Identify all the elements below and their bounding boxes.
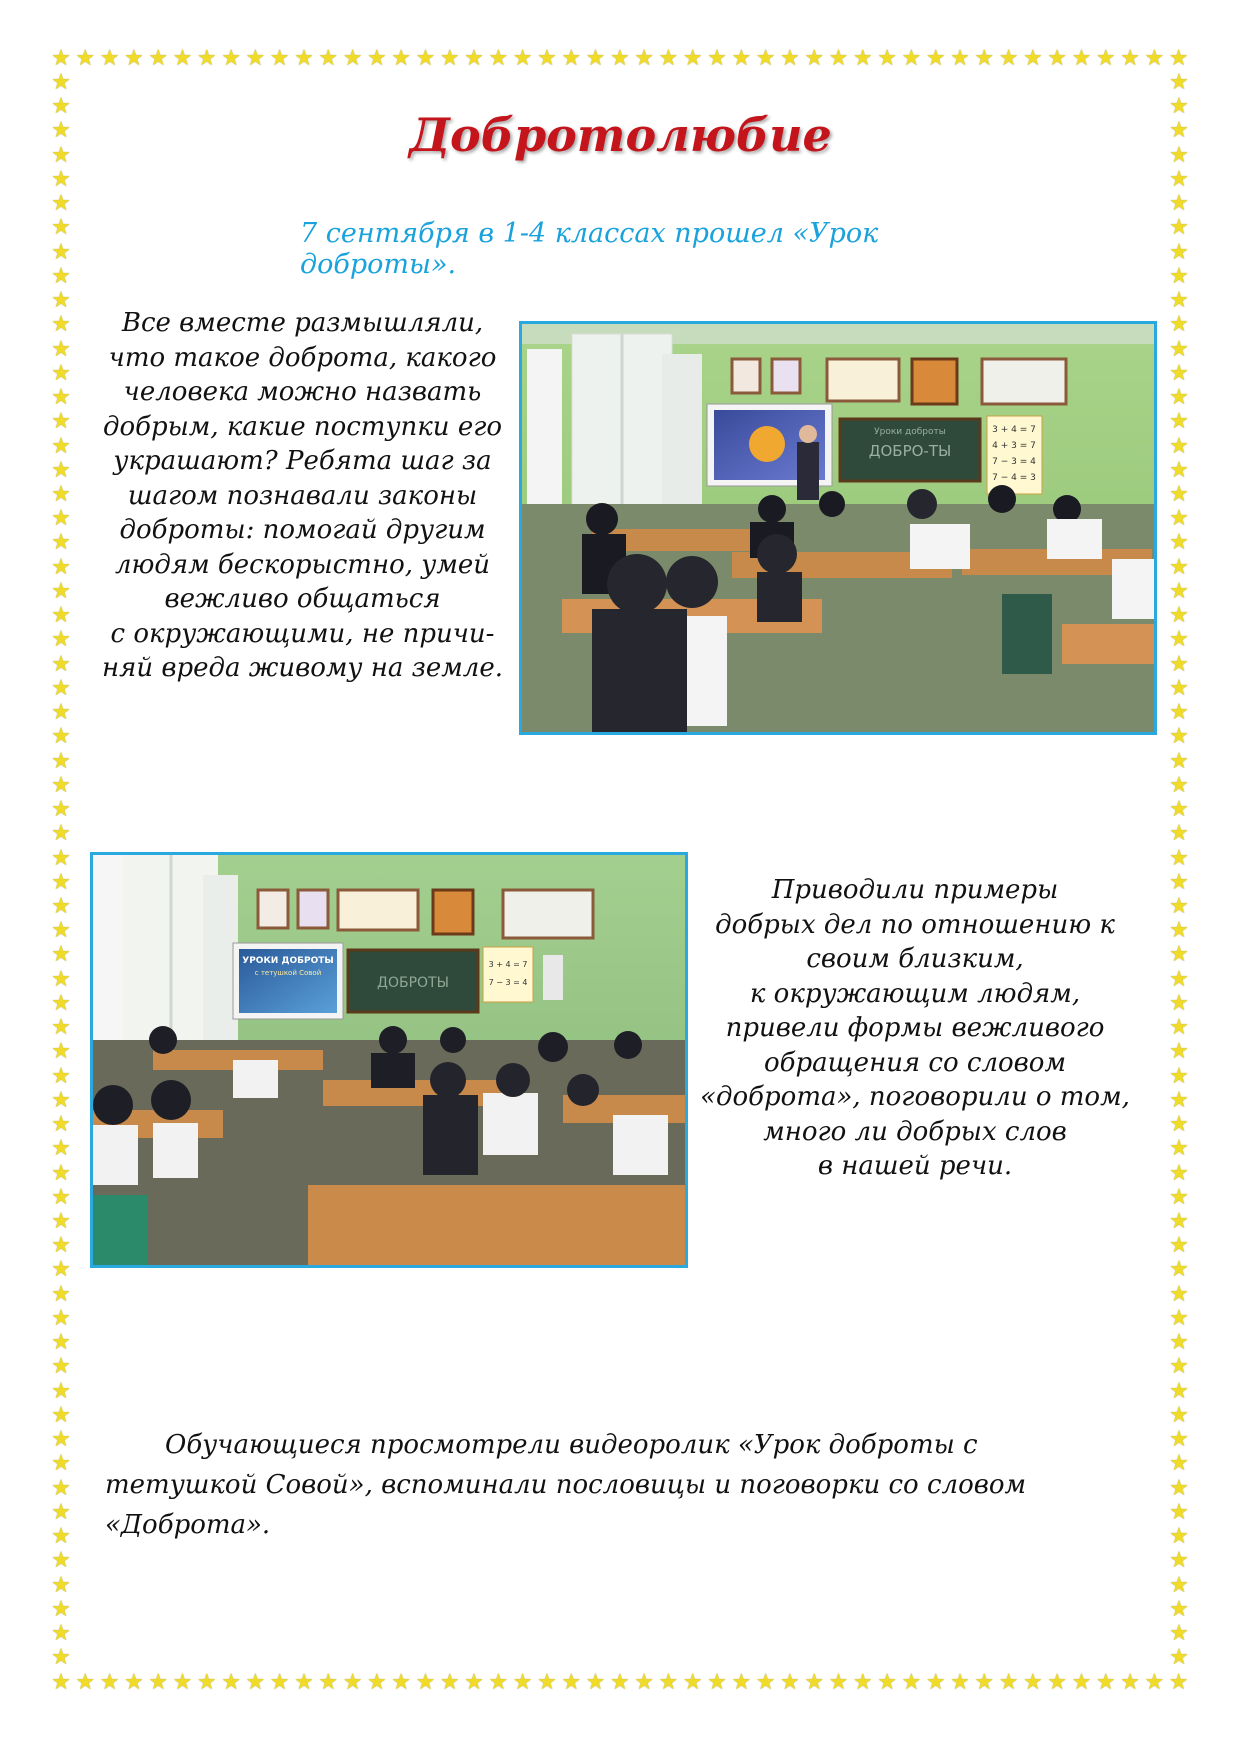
star-icon: ★ xyxy=(1169,918,1189,944)
star-icon: ★ xyxy=(1169,1645,1189,1671)
star-icon: ★ xyxy=(124,1670,144,1695)
math-line: 7 − 3 = 4 xyxy=(992,457,1036,467)
star-icon: ★ xyxy=(51,288,71,314)
board-text: ДОБРОТЫ xyxy=(377,975,449,991)
math-line: 3 + 4 = 7 xyxy=(992,425,1036,435)
star-icon: ★ xyxy=(51,1427,71,1453)
star-icon: ★ xyxy=(1169,1596,1189,1622)
star-icon: ★ xyxy=(51,1524,71,1550)
star-icon: ★ xyxy=(974,1670,995,1695)
star-icon: ★ xyxy=(1169,385,1189,411)
star-icon: ★ xyxy=(561,46,582,71)
star-icon: ★ xyxy=(148,1670,169,1695)
star-icon: ★ xyxy=(828,46,849,71)
star-icon: ★ xyxy=(585,1670,606,1695)
star-icon: ★ xyxy=(609,46,630,71)
star-icon: ★ xyxy=(1169,336,1189,362)
star-icon: ★ xyxy=(1169,1378,1189,1404)
star-icon: ★ xyxy=(51,1305,71,1331)
star-icon: ★ xyxy=(537,46,557,71)
text-line: вежливо общаться xyxy=(164,584,441,614)
star-icon: ★ xyxy=(1047,1670,1068,1695)
star-icon: ★ xyxy=(51,1184,71,1210)
star-icon: ★ xyxy=(634,1670,654,1695)
star-icon: ★ xyxy=(1169,70,1189,95)
star-icon: ★ xyxy=(1169,1209,1189,1235)
star-icon: ★ xyxy=(1169,530,1189,556)
star-icon: ★ xyxy=(512,1670,533,1695)
star-icon: ★ xyxy=(51,1063,71,1089)
star-icon: ★ xyxy=(1071,46,1092,71)
screen-subtitle: с тетушкой Совой xyxy=(254,969,322,977)
star-icon: ★ xyxy=(51,942,71,968)
star-icon: ★ xyxy=(51,1572,71,1598)
star-icon: ★ xyxy=(75,46,96,71)
paragraph-examples xyxy=(700,873,1130,1184)
star-icon: ★ xyxy=(1169,481,1189,507)
star-icon: ★ xyxy=(51,1015,71,1041)
star-icon: ★ xyxy=(1168,1670,1189,1695)
star-icon: ★ xyxy=(366,1670,387,1695)
star-icon: ★ xyxy=(51,46,71,71)
text-line: доброты: помогай другим xyxy=(119,515,486,545)
math-line: 7 − 4 = 3 xyxy=(992,473,1036,483)
star-icon: ★ xyxy=(682,1670,703,1695)
star-icon: ★ xyxy=(51,142,71,168)
star-icon: ★ xyxy=(51,1621,71,1646)
star-icon: ★ xyxy=(439,1670,460,1695)
text-line: няй вреда живому на земле. xyxy=(102,653,503,683)
star-icon: ★ xyxy=(1169,1402,1189,1428)
star-icon: ★ xyxy=(1169,1281,1189,1307)
star-icon: ★ xyxy=(51,312,71,338)
star-icon: ★ xyxy=(99,46,120,71)
star-icon: ★ xyxy=(1095,46,1116,71)
star-icon: ★ xyxy=(51,772,71,798)
star-icon: ★ xyxy=(1169,772,1189,798)
text-line: в нашей речи. xyxy=(817,1151,1013,1181)
star-icon: ★ xyxy=(51,1112,71,1138)
star-icon: ★ xyxy=(1095,1670,1116,1695)
star-icon: ★ xyxy=(1169,1499,1189,1525)
star-icon: ★ xyxy=(51,481,71,507)
star-icon: ★ xyxy=(464,1670,484,1695)
text-line: своим близким, xyxy=(806,944,1024,974)
star-icon: ★ xyxy=(221,1670,241,1695)
screen-title: УРОКИ ДОБРОТЫ xyxy=(242,956,334,966)
star-icon: ★ xyxy=(391,46,412,71)
star-icon: ★ xyxy=(1169,675,1189,701)
board-text: ДОБРО-ТЫ xyxy=(868,442,952,460)
star-icon: ★ xyxy=(51,433,71,459)
star-icon: ★ xyxy=(75,1670,96,1695)
paragraph-reflection xyxy=(100,306,505,686)
star-icon: ★ xyxy=(1169,263,1189,289)
star-icon: ★ xyxy=(51,118,71,144)
star-icon: ★ xyxy=(1169,1427,1189,1453)
page-title: Добротолюбие xyxy=(409,108,832,162)
star-icon: ★ xyxy=(464,46,484,71)
star-icon: ★ xyxy=(998,1670,1019,1695)
paragraph-video xyxy=(105,1425,1135,1545)
star-icon: ★ xyxy=(488,46,509,71)
star-icon: ★ xyxy=(318,1670,339,1695)
star-icon: ★ xyxy=(1169,821,1189,847)
star-icon: ★ xyxy=(51,263,71,289)
star-icon: ★ xyxy=(439,46,460,71)
text-line: людям бескорыстно, умей xyxy=(114,549,491,580)
star-icon: ★ xyxy=(172,1670,193,1695)
star-icon: ★ xyxy=(51,385,71,411)
star-icon: ★ xyxy=(1169,1524,1189,1550)
star-icon: ★ xyxy=(1071,1670,1092,1695)
star-icon: ★ xyxy=(51,1499,71,1525)
star-icon: ★ xyxy=(1169,700,1189,726)
star-icon: ★ xyxy=(877,46,897,71)
star-icon: ★ xyxy=(1169,1112,1189,1138)
star-icon: ★ xyxy=(1169,1330,1189,1356)
star-icon: ★ xyxy=(51,1257,71,1283)
text-line: шагом познавали законы xyxy=(127,480,478,511)
star-icon: ★ xyxy=(51,603,71,629)
star-icon: ★ xyxy=(1169,1015,1189,1041)
text-line: к окружающим людям, xyxy=(749,978,1081,1009)
star-icon: ★ xyxy=(318,46,339,71)
star-icon: ★ xyxy=(51,869,71,895)
star-icon: ★ xyxy=(415,46,436,71)
text-line: украшают? Ребята шаг за xyxy=(113,446,492,476)
classroom-photo-2-drawing xyxy=(93,855,685,1265)
classroom-photo-1 xyxy=(519,321,1157,735)
star-icon: ★ xyxy=(51,554,71,580)
star-icon: ★ xyxy=(1023,46,1043,71)
star-icon: ★ xyxy=(294,1670,314,1695)
star-icon: ★ xyxy=(366,46,387,71)
star-icon: ★ xyxy=(1169,457,1189,483)
star-icon: ★ xyxy=(1169,1063,1189,1089)
star-icon: ★ xyxy=(51,1209,71,1235)
star-icon: ★ xyxy=(561,1670,582,1695)
text-line: с окружающими, не причи- xyxy=(110,618,495,649)
star-icon: ★ xyxy=(609,1670,630,1695)
math-line: 7 − 3 = 4 xyxy=(488,978,528,987)
star-icon: ★ xyxy=(707,46,727,71)
text-line: человека можно назвать xyxy=(123,377,482,407)
star-icon: ★ xyxy=(950,46,970,71)
star-icon: ★ xyxy=(1169,651,1189,677)
star-icon: ★ xyxy=(1169,627,1189,653)
star-icon: ★ xyxy=(51,1233,71,1259)
star-icon: ★ xyxy=(51,1645,71,1671)
board-title: Уроки доброты xyxy=(874,427,946,437)
text-line: добрых дел по отношению к xyxy=(715,909,1115,940)
star-icon: ★ xyxy=(1169,869,1189,895)
star-icon: ★ xyxy=(1169,1621,1189,1646)
star-icon: ★ xyxy=(1120,1670,1140,1695)
star-icon: ★ xyxy=(1169,797,1189,823)
star-icon: ★ xyxy=(51,1160,71,1186)
star-icon: ★ xyxy=(51,239,71,265)
star-icon: ★ xyxy=(294,46,314,71)
star-icon: ★ xyxy=(1169,166,1189,192)
star-icon: ★ xyxy=(1169,1451,1189,1477)
star-icon: ★ xyxy=(585,46,606,71)
star-icon: ★ xyxy=(1169,1305,1189,1331)
star-icon: ★ xyxy=(51,70,71,95)
star-icon: ★ xyxy=(51,675,71,701)
star-icon: ★ xyxy=(1169,118,1189,144)
star-icon: ★ xyxy=(51,1136,71,1162)
star-icon: ★ xyxy=(852,46,873,71)
star-icon: ★ xyxy=(901,1670,922,1695)
star-icon: ★ xyxy=(1169,966,1189,992)
star-icon: ★ xyxy=(1169,893,1189,919)
math-line: 3 + 4 = 7 xyxy=(488,960,528,969)
star-icon: ★ xyxy=(51,506,71,532)
star-icon: ★ xyxy=(1169,1087,1189,1113)
star-icon: ★ xyxy=(221,46,241,71)
star-icon: ★ xyxy=(51,360,71,386)
star-icon: ★ xyxy=(1169,1354,1189,1380)
star-icon: ★ xyxy=(51,457,71,483)
star-icon: ★ xyxy=(1169,554,1189,580)
star-icon: ★ xyxy=(1169,409,1189,435)
star-icon: ★ xyxy=(269,1670,290,1695)
star-icon: ★ xyxy=(1169,990,1189,1016)
star-icon: ★ xyxy=(1023,1670,1043,1695)
star-icon: ★ xyxy=(1169,748,1189,774)
star-icon: ★ xyxy=(512,46,533,71)
star-icon: ★ xyxy=(51,215,71,241)
star-icon: ★ xyxy=(1168,46,1189,71)
star-icon: ★ xyxy=(51,797,71,823)
text-line: что такое доброта, какого xyxy=(108,342,497,373)
star-frame-bottom xyxy=(50,1672,1190,1694)
star-icon: ★ xyxy=(245,1670,266,1695)
star-icon: ★ xyxy=(1169,603,1189,629)
text-line: Приводили примеры xyxy=(771,875,1059,905)
star-icon: ★ xyxy=(1169,506,1189,532)
star-icon: ★ xyxy=(755,46,776,71)
star-icon: ★ xyxy=(1169,215,1189,241)
star-icon: ★ xyxy=(925,1670,946,1695)
text-line: «доброта», поговорили о том, xyxy=(700,1082,1130,1112)
star-icon: ★ xyxy=(51,651,71,677)
star-icon: ★ xyxy=(51,1354,71,1380)
star-icon: ★ xyxy=(634,46,654,71)
star-icon: ★ xyxy=(852,1670,873,1695)
classroom-photo-1-drawing xyxy=(522,324,1154,732)
star-icon: ★ xyxy=(1120,46,1140,71)
star-icon: ★ xyxy=(172,46,193,71)
star-icon: ★ xyxy=(780,46,800,71)
star-icon: ★ xyxy=(925,46,946,71)
star-icon: ★ xyxy=(1144,46,1165,71)
star-frame-left xyxy=(50,72,72,1670)
star-icon: ★ xyxy=(51,627,71,653)
star-icon: ★ xyxy=(1169,1257,1189,1283)
star-icon: ★ xyxy=(1169,433,1189,459)
star-icon: ★ xyxy=(51,530,71,556)
star-icon: ★ xyxy=(1144,1670,1165,1695)
star-icon: ★ xyxy=(51,1402,71,1428)
star-icon: ★ xyxy=(148,46,169,71)
star-icon: ★ xyxy=(51,578,71,604)
star-icon: ★ xyxy=(51,1548,71,1574)
star-icon: ★ xyxy=(1169,724,1189,750)
star-icon: ★ xyxy=(51,966,71,992)
classroom-photo-2 xyxy=(90,852,688,1268)
math-line: 4 + 3 = 7 xyxy=(992,441,1036,451)
star-icon: ★ xyxy=(51,1378,71,1404)
star-icon: ★ xyxy=(1169,845,1189,871)
star-icon: ★ xyxy=(828,1670,849,1695)
star-icon: ★ xyxy=(731,46,752,71)
star-icon: ★ xyxy=(51,918,71,944)
star-icon: ★ xyxy=(488,1670,509,1695)
star-icon: ★ xyxy=(51,1330,71,1356)
star-icon: ★ xyxy=(658,46,679,71)
star-icon: ★ xyxy=(196,1670,217,1695)
star-icon: ★ xyxy=(342,1670,363,1695)
star-icon: ★ xyxy=(51,724,71,750)
star-icon: ★ xyxy=(1169,578,1189,604)
star-icon: ★ xyxy=(51,336,71,362)
star-icon: ★ xyxy=(51,1670,71,1695)
page-subtitle: 7 сентября в 1-4 классах прошел «Урок доброты». xyxy=(300,218,879,280)
star-icon: ★ xyxy=(51,1087,71,1113)
star-icon: ★ xyxy=(804,46,825,71)
star-icon: ★ xyxy=(1169,1136,1189,1162)
star-icon: ★ xyxy=(51,1475,71,1501)
star-icon: ★ xyxy=(51,748,71,774)
star-frame-top xyxy=(50,48,1190,70)
star-icon: ★ xyxy=(707,1670,727,1695)
star-icon: ★ xyxy=(877,1670,897,1695)
star-icon: ★ xyxy=(1169,239,1189,265)
star-icon: ★ xyxy=(1169,1572,1189,1598)
star-icon: ★ xyxy=(1047,46,1068,71)
star-icon: ★ xyxy=(342,46,363,71)
star-icon: ★ xyxy=(391,1670,412,1695)
star-icon: ★ xyxy=(51,1451,71,1477)
star-icon: ★ xyxy=(1169,1184,1189,1210)
star-icon: ★ xyxy=(1169,1548,1189,1574)
star-icon: ★ xyxy=(51,166,71,192)
text-line: добрым, какие поступки его xyxy=(102,411,502,442)
star-icon: ★ xyxy=(99,1670,120,1695)
star-icon: ★ xyxy=(1169,191,1189,217)
star-icon: ★ xyxy=(1169,360,1189,386)
text-line: обращения со словом xyxy=(763,1047,1067,1078)
star-icon: ★ xyxy=(269,46,290,71)
star-icon: ★ xyxy=(682,46,703,71)
star-icon: ★ xyxy=(51,1039,71,1065)
text-line: привели формы вежливого xyxy=(725,1013,1105,1043)
star-icon: ★ xyxy=(51,191,71,217)
star-icon: ★ xyxy=(51,845,71,871)
star-icon: ★ xyxy=(1169,1233,1189,1259)
star-icon: ★ xyxy=(1169,94,1189,120)
star-icon: ★ xyxy=(51,990,71,1016)
star-icon: ★ xyxy=(998,46,1019,71)
star-icon: ★ xyxy=(51,700,71,726)
star-icon: ★ xyxy=(1169,942,1189,968)
star-icon: ★ xyxy=(1169,1039,1189,1065)
star-icon: ★ xyxy=(51,821,71,847)
star-icon: ★ xyxy=(974,46,995,71)
star-icon: ★ xyxy=(755,1670,776,1695)
paragraph-video-text: Обучающиеся просмотрели видеоролик «Урок доброты с тетушкой Совой», вспоминали пословицы и поговорки со словом «Доброта». xyxy=(105,1430,1027,1540)
star-icon: ★ xyxy=(196,46,217,71)
star-icon: ★ xyxy=(415,1670,436,1695)
star-icon: ★ xyxy=(1169,142,1189,168)
star-icon: ★ xyxy=(804,1670,825,1695)
text-line: много ли добрых слов xyxy=(763,1116,1067,1147)
star-icon: ★ xyxy=(950,1670,970,1695)
star-icon: ★ xyxy=(731,1670,752,1695)
star-icon: ★ xyxy=(537,1670,557,1695)
star-icon: ★ xyxy=(51,1281,71,1307)
star-icon: ★ xyxy=(1169,1160,1189,1186)
star-icon: ★ xyxy=(124,46,144,71)
star-icon: ★ xyxy=(658,1670,679,1695)
star-icon: ★ xyxy=(1169,288,1189,314)
star-icon: ★ xyxy=(901,46,922,71)
star-icon: ★ xyxy=(51,1596,71,1622)
star-icon: ★ xyxy=(51,893,71,919)
star-frame-right xyxy=(1168,72,1190,1670)
star-icon: ★ xyxy=(51,409,71,435)
text-line: Все вместе размышляли, xyxy=(121,308,484,338)
star-icon: ★ xyxy=(780,1670,800,1695)
star-icon: ★ xyxy=(51,94,71,120)
star-icon: ★ xyxy=(245,46,266,71)
star-icon: ★ xyxy=(1169,1475,1189,1501)
star-icon: ★ xyxy=(1169,312,1189,338)
